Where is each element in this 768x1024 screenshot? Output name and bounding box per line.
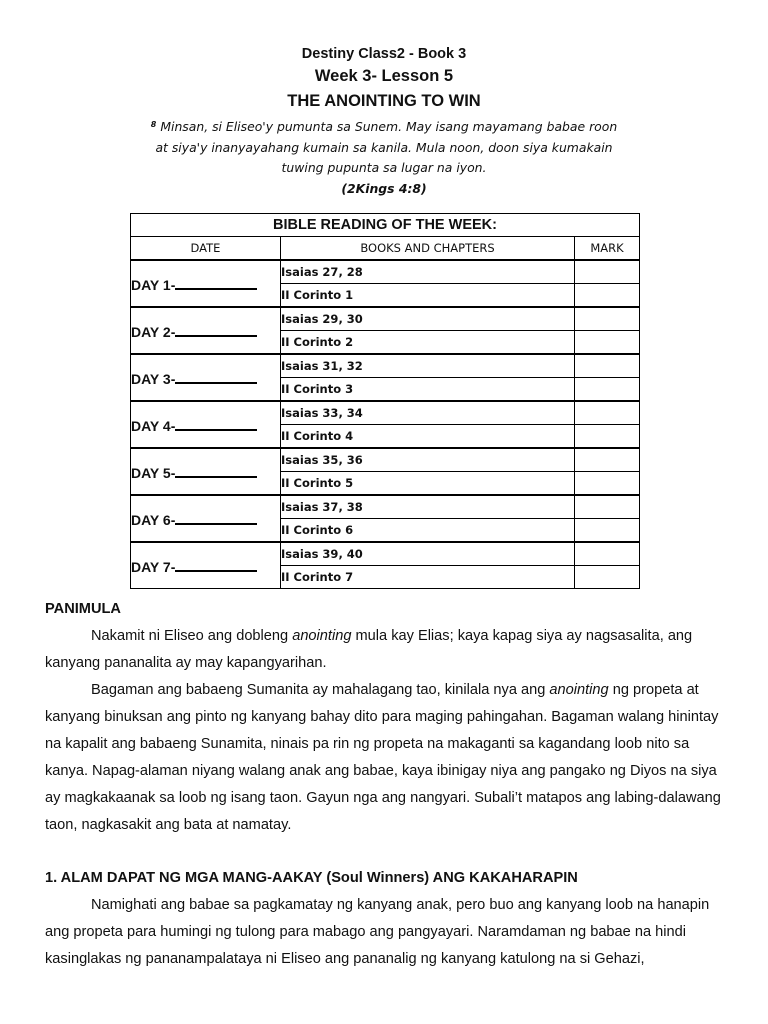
paragraph: Bagaman ang babaeng Sumanita ay mahalagang tao, kinilala nya ang anointing ng propeta at kanyang binuksan ang pinto ng kanyang bahay dito para maging pahingahan. Bagaman walang hinintay na kapalit ang babaeng Sunamita, ninais pa rin ng propeta na makaganti sa kagandang loob nito sa kanya. Napag-alaman niyang walang anak ang babae, kaya ibinigay niya ang pangako ng Diyos na siya ay magkakaanak sa loob ng isang taon. Gayun nga ang nangyari. Subali’t matapos ang labing-dalawang taon, nagkasakit ang bata at namatay. — [45, 682, 721, 833]
verse-number: 8 — [150, 120, 157, 129]
mark-cell[interactable] — [575, 307, 640, 331]
mark-cell[interactable] — [575, 401, 640, 425]
paragraph: Namighati ang babae sa pagkamatay ng kanyang anak, pero buo ang kanyang loob na hanapin ang propeta para humingi ng tulong para mabago ang pangyayari. Naramdaman ng babae na hindi kasinglakas ng pananampalataya ni Eliseo ang pananalig ng kanyang katulong na si Gehazi, — [45, 897, 710, 967]
book-cell: Isaias 31, 32 — [281, 354, 575, 378]
emphasis: anointing — [549, 682, 609, 698]
mark-cell[interactable] — [575, 284, 640, 308]
day-cell: DAY 7- — [131, 542, 281, 589]
emphasis: anointing — [292, 628, 352, 644]
table-row — [131, 307, 640, 331]
mark-cell[interactable] — [575, 542, 640, 566]
verse-line: at siya'y inanyayahang kumain sa kanila. Mula noon, doon siya kumakain — [155, 139, 613, 155]
book-cell: II Corinto 4 — [281, 425, 575, 449]
spacer — [45, 839, 735, 865]
verse-reference: (2Kings 4:8) — [341, 180, 427, 196]
column-header-mark: MARK — [575, 237, 640, 261]
mark-cell[interactable] — [575, 260, 640, 284]
mark-cell[interactable] — [575, 425, 640, 449]
book-cell: II Corinto 3 — [281, 378, 575, 402]
section-heading-panimula: PANIMULA — [45, 601, 121, 617]
mark-cell[interactable] — [575, 354, 640, 378]
book-cell: Isaias 29, 30 — [281, 307, 575, 331]
book-cell: Isaias 37, 38 — [281, 495, 575, 519]
date-blank — [175, 509, 257, 525]
book-cell: Isaias 35, 36 — [281, 448, 575, 472]
mark-cell[interactable] — [575, 448, 640, 472]
date-blank — [175, 462, 257, 478]
book-cell: II Corinto 2 — [281, 331, 575, 355]
paragraph: Nakamit ni Eliseo ang dobleng anointing mula kay Elias; kaya kapag siya ay nagsasalita, ang kanyang pananalita ay may kapangyarihan. — [45, 628, 693, 671]
table-title: BIBLE READING OF THE WEEK: — [131, 214, 640, 237]
day-cell: DAY 6- — [131, 495, 281, 542]
book-cell: II Corinto 6 — [281, 519, 575, 543]
mark-cell[interactable] — [575, 495, 640, 519]
date-blank — [175, 321, 257, 337]
bible-reading-table — [130, 213, 640, 589]
date-blank — [175, 274, 257, 290]
column-header-date: DATE — [131, 237, 281, 261]
lesson-title: THE ANOINTING TO WIN — [287, 92, 481, 110]
week-lesson-heading: Week 3- Lesson 5 — [314, 67, 454, 85]
mark-cell[interactable] — [575, 331, 640, 355]
day-cell: DAY 1- — [131, 260, 281, 307]
section-heading-1: 1. ALAM DAPAT NG MGA MANG-AAKAY (Soul Winners) ANG KAKAHARAPIN — [45, 870, 578, 886]
day-cell: DAY 2- — [131, 307, 281, 354]
book-cell: II Corinto 1 — [281, 284, 575, 308]
mark-cell[interactable] — [575, 472, 640, 496]
table-row — [131, 495, 640, 519]
table-row — [131, 448, 640, 472]
table-row — [131, 260, 640, 284]
book-cell: Isaias 27, 28 — [281, 260, 575, 284]
day-cell: DAY 5- — [131, 448, 281, 495]
verse-line: tuwing pupunta sa lugar na iyon. — [281, 160, 487, 175]
date-blank — [175, 415, 257, 431]
mark-cell[interactable] — [575, 519, 640, 543]
book-cell: II Corinto 7 — [281, 566, 575, 589]
column-header-books: BOOKS AND CHAPTERS — [281, 237, 575, 261]
lesson-body — [45, 596, 735, 973]
table-row — [131, 354, 640, 378]
table-row — [131, 401, 640, 425]
class-book-heading: Destiny Class2 - Book 3 — [301, 46, 467, 62]
date-blank — [175, 368, 257, 384]
table-row — [131, 542, 640, 566]
mark-cell[interactable] — [575, 566, 640, 589]
date-blank — [175, 556, 257, 572]
book-cell: II Corinto 5 — [281, 472, 575, 496]
book-cell: Isaias 33, 34 — [281, 401, 575, 425]
key-verse — [0, 115, 768, 199]
mark-cell[interactable] — [575, 378, 640, 402]
day-cell: DAY 3- — [131, 354, 281, 401]
verse-line: $^8$ Minsan, si Eliseo'y pumunta sa Sunem. May isang mayamang babae roon — [150, 119, 618, 134]
book-cell: Isaias 39, 40 — [281, 542, 575, 566]
day-cell: DAY 4- — [131, 401, 281, 448]
